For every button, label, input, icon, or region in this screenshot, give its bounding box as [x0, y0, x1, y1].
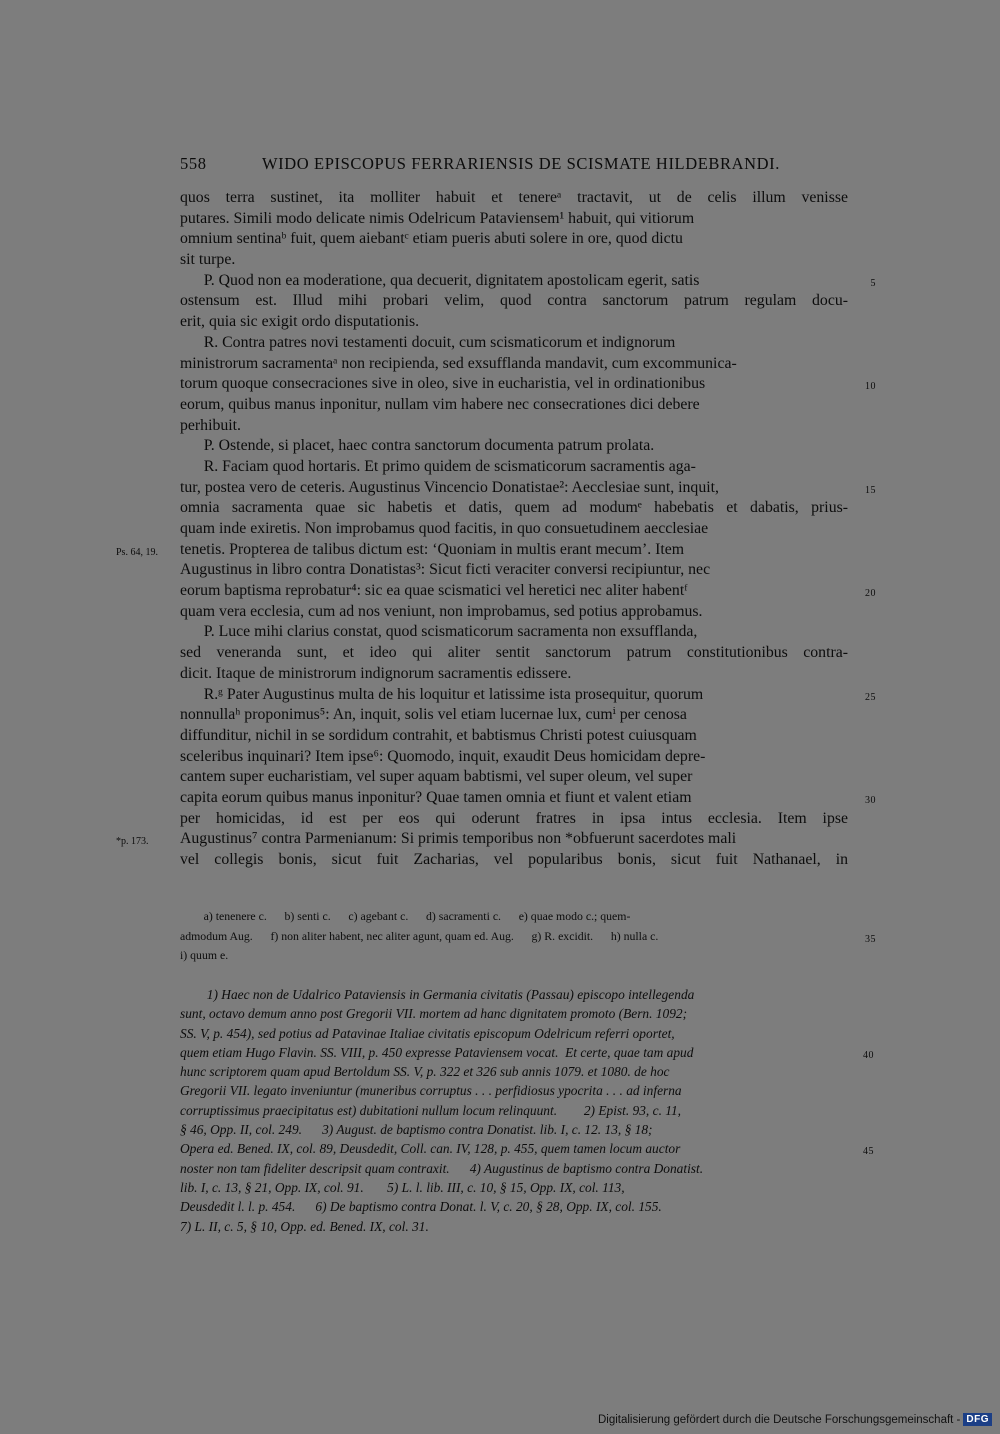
body-line: [180, 767, 848, 788]
line-number: 25: [865, 691, 876, 703]
variant-line: [180, 927, 876, 947]
body-line: [180, 850, 848, 871]
note-line-text: quem etiam Hugo Flavin. SS. VIII, p. 450 expresse Pataviensem vocat. Et certe, quae tam apud: [180, 1044, 694, 1060]
body-line: [180, 478, 876, 499]
line-number: 35: [865, 933, 876, 945]
body-line-text: sed veneranda sunt, et ideo qui aliter sentit sanctorum patrum constitutionibus contra-: [180, 644, 848, 662]
body-line-text: Augustinus⁷ contra Parmenianum: Si primis temporibus non *obfuerunt sacerdotes mali: [180, 830, 737, 848]
body-line-text: P. Luce mihi clarius constat, quod scismaticorum sacramenta non exsufflanda,: [180, 623, 698, 641]
body-line: [180, 602, 848, 623]
body-line: [180, 726, 848, 747]
margin-reference: Ps. 64, 19.: [116, 546, 158, 558]
body-line: [180, 436, 848, 457]
body-line: [116, 540, 848, 561]
note-line: [180, 1159, 848, 1178]
note-line: [180, 985, 848, 1004]
line-number: 40: [863, 1049, 874, 1061]
body-line-text: sit turpe.: [180, 251, 236, 269]
body-line: [180, 457, 848, 478]
note-line: [180, 1043, 874, 1062]
note-line: [180, 1178, 848, 1197]
main-text: [116, 188, 876, 871]
note-line: [180, 1062, 848, 1081]
body-line: [180, 416, 848, 437]
body-line: [180, 809, 848, 830]
body-line-text: torum quoque consecraciones sive in oleo, sive in eucharistia, vel in ordinationibus: [180, 375, 706, 393]
body-line-text: cantem super eucharistiam, vel super aquam babtismi, vel super oleum, vel super: [180, 768, 693, 786]
note-line-text: 7) L. II, c. 5, § 10, Opp. ed. Bened. IX, col. 31.: [180, 1218, 429, 1234]
line-number: 45: [863, 1146, 874, 1158]
body-line: [180, 788, 876, 809]
body-line-text: ministrorum sacramentaᵃ non recipienda, sed exsufflanda mandavit, cum excommunica-: [180, 354, 737, 372]
note-line-text: Opera ed. Bened. IX, col. 89, Deusdedit, Coll. can. IV, 128, p. 455, quem tamen locum auctor: [180, 1141, 681, 1157]
body-line: [180, 395, 848, 416]
line-number: 5: [870, 277, 876, 289]
variant-line: [180, 946, 848, 966]
body-line: [180, 643, 848, 664]
variant-line: [180, 907, 848, 927]
footnotes: [180, 985, 874, 1236]
variant-line-text: admodum Aug. f) non aliter habent, nec aliter agunt, quam ed. Aug. g) R. excidit. h) nulla c.: [180, 928, 659, 943]
running-title: WIDO EPISCOPUS FERRARIENSIS DE SCISMATE HILDEBRANDI.: [262, 154, 780, 173]
note-line-text: corruptissimus praecipitatus est) dubitationi nullum locum relinquunt. 2) Epist. 93, c. 11,: [180, 1102, 682, 1118]
body-line: [180, 664, 848, 685]
funding-text: Digitalisierung gefördert durch die Deutsche Forschungsgemeinschaft -: [597, 1413, 961, 1426]
body-line: [180, 333, 848, 354]
body-line: [180, 188, 848, 209]
body-line: [180, 519, 848, 540]
body-line-text: sceleribus inquinari? Item ipse⁶: Quomodo, inquit, exaudit Deus homicidam depre-: [180, 747, 706, 765]
body-line-text: per homicidas, id est per eos qui oderunt fratres in ipsa intus ecclesia. Item ipse: [180, 809, 848, 827]
note-line: [180, 1217, 848, 1236]
note-line: [180, 1120, 848, 1139]
line-number: 10: [865, 381, 876, 393]
body-line: [180, 685, 876, 706]
body-line: [180, 229, 848, 250]
body-line-text: dicit. Itaque de ministrorum indignorum sacramentis edissere.: [180, 664, 572, 682]
page-number: 558: [180, 154, 207, 173]
body-line-text: eorum, quibus manus inponitur, nullam vim habere nec consecrationes dici debere: [180, 395, 700, 413]
body-line: [180, 291, 848, 312]
note-line-text: 1) Haec non de Udalrico Pataviensis in Germania civitatis (Passau) episcopo intellegenda: [180, 987, 695, 1002]
note-line-text: lib. I, c. 13, § 21, Opp. IX, col. 91. 5) L. l. lib. III, c. 10, § 15, Opp. IX, col. 113,: [180, 1179, 625, 1195]
body-line-text: perhibuit.: [180, 416, 241, 434]
funding-footer: [598, 1413, 992, 1426]
body-line-text: erit, quia sic exigit ordo disputationis.: [180, 313, 420, 331]
note-line-text: Deusdedit l. l. p. 454. 6) De baptismo contra Donat. l. V, c. 20, § 28, Opp. IX, col. 155.: [180, 1199, 662, 1215]
note-line-text: hunc scriptorem quam apud Bertoldum SS. V, p. 322 et 326 sub annis 1079. et 1080. de hoc: [180, 1064, 670, 1080]
body-line-text: Augustinus in libro contra Donatistas³: Sicut ficti veraciter conversi recipiuntur, nec: [180, 561, 711, 579]
body-line-text: P. Quod non ea moderatione, qua decuerit, dignitatem apostolicam egerit, satis: [180, 271, 700, 289]
note-line-text: Gregorii VII. legato inveniuntur (muneribus corruptus . . . perfidiosus ypocrita . . . ad inferna: [180, 1083, 682, 1099]
body-line-text: tenetis. Propterea de talibus dictum est: ‘Quoniam in multis erant mecum’. Item: [180, 540, 685, 558]
body-line: [180, 581, 876, 602]
margin-reference: *p. 173.: [116, 836, 149, 848]
note-line-text: sunt, octavo demum anno post Gregorii VII. mortem ad hanc dignitatem promoto (Bern. 1092;: [180, 1006, 688, 1022]
body-line-text: R. Faciam quod hortaris. Et primo quidem de scismaticorum sacramentis aga-: [180, 457, 696, 475]
body-line: [180, 498, 848, 519]
body-line: [180, 374, 876, 395]
body-line-text: nonnullaʰ proponimus⁵: An, inquit, solis vel etiam lucernae lux, cumⁱ per cenosa: [180, 706, 687, 724]
body-line-text: diffunditur, nichil in se sordidum contrahit, et babtismus Christi potest cuiusquam: [180, 726, 697, 744]
body-line: [180, 747, 848, 768]
body-line-text: R.ᵍ Pater Augustinus multa de his loquitur et latissime ista prosequitur, quorum: [180, 685, 704, 703]
body-line: [180, 705, 848, 726]
body-line: [180, 354, 848, 375]
body-line-text: quam vera ecclesia, cum ad nos veniunt, non improbamus, sed potius approbamus.: [180, 602, 703, 620]
body-line: [180, 312, 848, 333]
note-line-text: noster non tam fideliter descripsit quam contraxit. 4) Augustinus de baptismo contra Donatist.: [180, 1160, 704, 1176]
body-line-text: omnia sacramenta quae sic habetis et datis, quem ad modumᵉ habebatis et dabatis, prius-: [180, 499, 848, 517]
note-line: [180, 1004, 848, 1023]
note-line: [180, 1139, 874, 1158]
dfg-logo: DFG: [963, 1413, 992, 1426]
note-line: [180, 1081, 848, 1100]
body-line-text: omnium sentinaᵇ fuit, quem aiebantᶜ etiam pueris abuti solere in ore, quod dictu: [180, 230, 683, 248]
body-line-text: capita eorum quibus manus inponitur? Quae tamen omnia et fiunt et valent etiam: [180, 788, 692, 806]
body-line: [180, 271, 876, 292]
variant-line-text: a) tenenere c. b) senti c. c) agebant c. d) sacramenti c. e) quae modo c.; quem-: [180, 909, 631, 923]
body-line-text: eorum baptisma reprobatur⁴: sic ea quae scismatici vel heretici nec aliter habentᶠ: [180, 582, 688, 600]
note-line: [180, 1101, 848, 1120]
body-line-text: vel collegis bonis, sicut fuit Zacharias, vel popularibus bonis, sicut fuit Nathanael, in: [180, 851, 848, 868]
body-line: [180, 209, 848, 230]
body-line-text: putares. Simili modo delicate nimis Odelricum Pataviensem¹ habuit, qui vitiorum: [180, 209, 695, 227]
body-line-text: tur, postea vero de ceteris. Augustinus Vincencio Donatistae²: Aecclesiae sunt, inquit,: [180, 478, 719, 496]
line-number: 15: [865, 484, 876, 496]
body-line-text: P. Ostende, si placet, haec contra sanctorum documenta patrum prolata.: [180, 437, 655, 455]
body-line-text: quos terra sustinet, ita molliter habuit et tenereᵃ tractavit, ut de celis illum venisse: [180, 189, 848, 206]
body-line-text: quam inde exiretis. Non improbamus quod facitis, in quo consuetudinem aecclesiae: [180, 520, 709, 537]
body-line: [180, 250, 848, 271]
body-line-text: ostensum est. Illud mihi probari velim, quod contra sanctorum patrum regulam docu-: [180, 292, 848, 310]
line-number: 20: [865, 588, 876, 600]
variant-apparatus: [180, 907, 876, 966]
variant-line-text: i) quum e.: [180, 948, 229, 962]
body-line: [116, 829, 848, 850]
note-line: [180, 1024, 848, 1043]
body-line: [180, 622, 848, 643]
note-line-text: § 46, Opp. II, col. 249. 3) August. de baptismo contra Donatist. lib. I, c. 12. 13, § 18;: [180, 1122, 653, 1138]
note-line-text: SS. V, p. 454), sed potius ad Patavinae Italiae civitatis episcopum Odelricum referri oportet,: [180, 1025, 675, 1041]
body-line: [180, 560, 848, 581]
line-number: 30: [865, 794, 876, 806]
note-line: [180, 1197, 848, 1216]
body-line-text: R. Contra patres novi testamenti docuit, cum scismaticorum et indignorum: [180, 333, 676, 351]
